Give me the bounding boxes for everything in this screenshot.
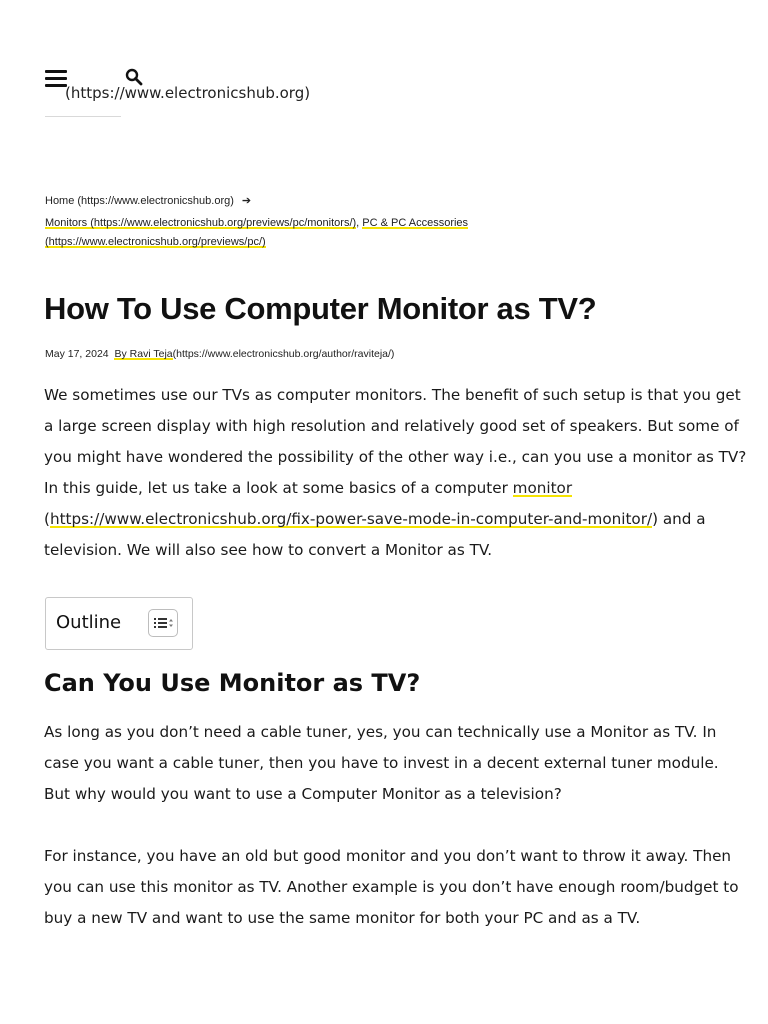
section-heading: Can You Use Monitor as TV? bbox=[44, 669, 421, 697]
menu-bar bbox=[45, 70, 67, 73]
breadcrumb-pc-link[interactable]: PC & PC Accessories bbox=[362, 217, 469, 229]
intro-paragraph bbox=[44, 380, 747, 566]
monitor-link[interactable]: monitor bbox=[512, 479, 573, 497]
header-divider bbox=[45, 116, 121, 117]
outline-toggle-button[interactable] bbox=[148, 609, 178, 637]
intro-text: ( bbox=[44, 510, 50, 528]
paragraph-line: you can use this monitor as TV. Another example is you don’t have enough room/budget to bbox=[44, 878, 739, 896]
breadcrumb bbox=[45, 194, 251, 207]
intro-line bbox=[44, 504, 734, 535]
paragraph-line: case you want a cable tuner, then you have to invest in a decent external tuner module. bbox=[44, 754, 719, 772]
breadcrumb-categories bbox=[45, 217, 468, 229]
list-toggle-icon bbox=[149, 610, 177, 636]
paragraph-line: As long as you don’t need a cable tuner, yes, you can technically use a Monitor as TV. In bbox=[44, 723, 717, 741]
author-link[interactable]: By Ravi Teja bbox=[114, 348, 173, 360]
table-of-contents bbox=[45, 597, 193, 650]
paragraph-line: buy a new TV and want to use the same monitor for both your PC and as a TV. bbox=[44, 909, 641, 927]
intro-line: you might have wondered the possibility of the other way i.e., can you use a monitor as TV? bbox=[44, 448, 747, 466]
breadcrumb-monitors-link[interactable]: Monitors (https://www.electronicshub.org/previews/pc/monitors/) bbox=[45, 217, 357, 229]
post-meta bbox=[45, 348, 394, 360]
search-icon[interactable] bbox=[125, 68, 143, 86]
breadcrumb-home-link[interactable]: Home (https://www.electronicshub.org) bbox=[45, 195, 234, 207]
author-url: (https://www.electronicshub.org/author/raviteja/) bbox=[172, 348, 395, 360]
intro-line: a large screen display with high resolution and relatively good set of speakers. But some of bbox=[44, 417, 739, 435]
menu-bar bbox=[45, 84, 67, 87]
intro-line: television. We will also see how to convert a Monitor as TV. bbox=[44, 541, 493, 559]
paragraph-line: But why would you want to use a Computer Monitor as a television? bbox=[44, 785, 562, 803]
section-paragraph bbox=[44, 717, 734, 810]
page-title: How To Use Computer Monitor as TV? bbox=[44, 291, 597, 326]
hamburger-menu-icon[interactable] bbox=[45, 70, 67, 87]
intro-line: We sometimes use our TVs as computer monitors. The benefit of such setup is that you get bbox=[44, 386, 741, 404]
paragraph-line: For instance, you have an old but good monitor and you don’t want to throw it away. Then bbox=[44, 847, 732, 865]
breadcrumb-pc-link-url[interactable]: (https://www.electronicshub.org/previews/pc/) bbox=[45, 236, 266, 248]
monitor-url-link[interactable]: https://www.electronicshub.org/fix-power-save-mode-in-computer-and-monitor/ bbox=[49, 510, 653, 528]
arrow-right-icon: ➔ bbox=[241, 195, 252, 207]
outline-label: Outline bbox=[56, 612, 122, 633]
breadcrumb-separator: , bbox=[356, 217, 360, 229]
post-date: May 17, 2024 bbox=[45, 348, 109, 360]
intro-text: In this guide, let us take a look at some basics of a computer bbox=[44, 479, 513, 497]
site-logo-link[interactable]: (https://www.electronicshub.org) bbox=[65, 84, 311, 102]
intro-text: ) and a bbox=[652, 510, 706, 528]
intro-line bbox=[44, 473, 734, 504]
breadcrumb-categories-cont bbox=[45, 236, 266, 248]
section-paragraph bbox=[44, 841, 739, 934]
menu-bar bbox=[45, 77, 67, 80]
